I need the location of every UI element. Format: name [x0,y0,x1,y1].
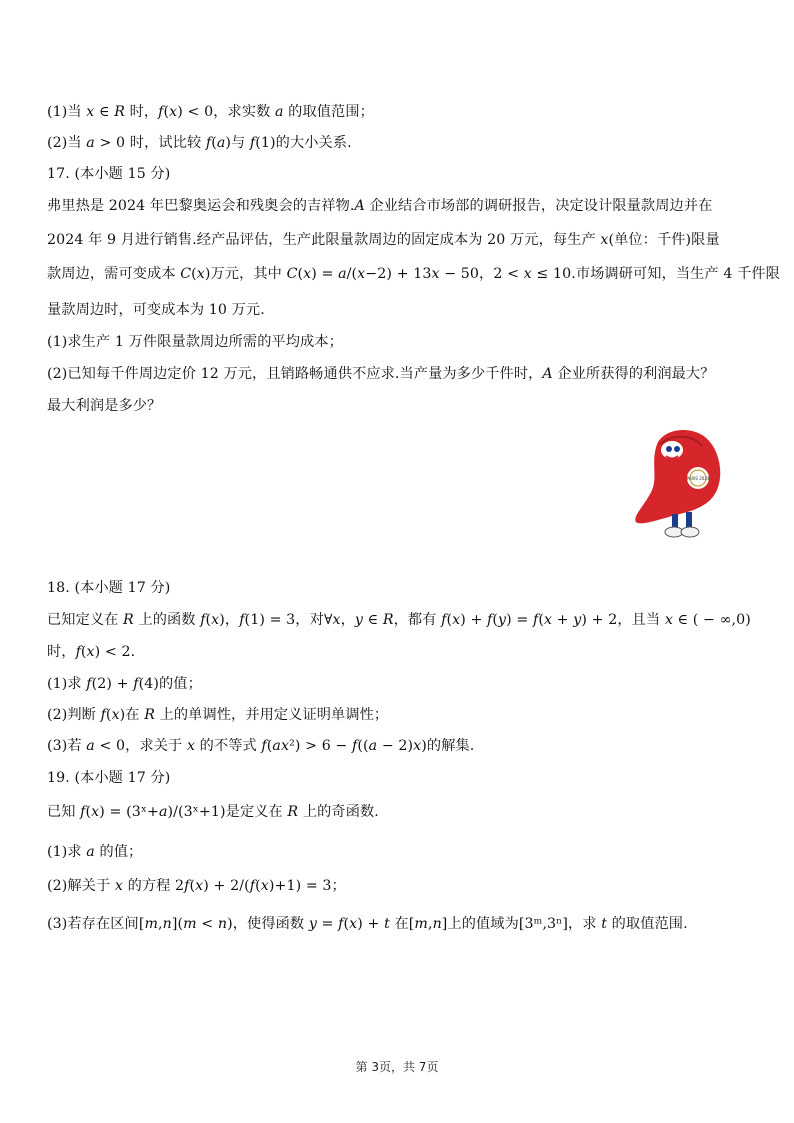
q18-text-line1: 已知定义在 𝑅 上的函数 𝑓(𝑥)，𝑓(1) = 3，对∀𝑥，𝑦 ∈ 𝑅，都有 𝑓(𝑥) + 𝑓(𝑦) = 𝑓(𝑥 + 𝑦) + 2，且当 𝑥 ∈ ( − ∞,0) [47,612,751,628]
q18-part2: (2)判断 𝑓(𝑥)在 𝑅 上的单调性，并用定义证明单调性； [47,707,389,723]
q19-part2: (2)解关于 𝑥 的方程 2𝑓(𝑥) + 2/(𝑓(𝑥)+1) = 3； [47,878,346,894]
q17-heading: 17. (本小题 15 分) [47,166,171,182]
q19-heading: 19. (本小题 17 分) [47,770,171,786]
q18-part1: (1)求 𝑓(2) + 𝑓(4)的值； [47,676,202,692]
q19-text: 已知 𝑓(𝑥) = (3ˣ+𝑎)/(3ˣ+1)是定义在 𝑅 上的奇函数. [47,804,379,820]
q18-part3: (3)若 𝑎 < 0，求关于 𝑥 的不等式 𝑓(𝑎𝑥²) > 6 − 𝑓((𝑎 − 2)𝑥)的解集. [47,738,475,754]
q19-part3: (3)若存在区间[𝑚,𝑛](𝑚 < 𝑛)，使得函数 𝑦 = 𝑓(𝑥) + 𝑡 在[𝑚,𝑛]上的值域为[3ᵐ,3ⁿ]，求 𝑡 的取值范围. [47,916,688,932]
q17-text-line1: 弗里热是 2024 年巴黎奥运会和残奥会的吉祥物.𝐴 企业结合市场部的调研报告，决定设计限量款周边并在 [47,198,713,214]
q17-text-line4: 量款周边时，可变成本为 10 万元. [47,302,265,318]
q19-part1: (1)求 𝑎 的值； [47,844,143,860]
q18-heading: 18. (本小题 17 分) [47,580,171,596]
q17-part2-cont: 最大利润是多少？ [47,398,162,414]
q16-part2: (2)当 𝑎 > 0 时，试比较 𝑓(𝑎)与 𝑓(1)的大小关系. [47,135,352,151]
q17-text-line3: 款周边，需可变成本 𝐶(𝑥)万元，其中 𝐶(𝑥) = 𝑎/(𝑥−2) + 13𝑥 − 50，2 < 𝑥 ≤ 10.市场调研可知，当生产 4 千件限 [47,266,780,282]
svg-text:PARIS 2024: PARIS 2024 [686,476,710,481]
q17-text-line2: 2024 年 9 月进行销售.经产品评估，生产此限量款周边的固定成本为 20 万元，每生产 𝑥(单位：千件)限量 [47,232,720,248]
phryge-mascot-icon [628,420,734,546]
q18-text-line2: 时，𝑓(𝑥) < 2. [47,644,136,660]
q16-part1: (1)当 𝑥 ∈ 𝑅 时，𝑓(𝑥) < 0，求实数 𝑎 的取值范围； [47,104,374,120]
q17-part1: (1)求生产 1 万件限量款周边所需的平均成本； [47,334,343,350]
q17-part2: (2)已知每千件周边定价 12 万元，且销路畅通供不应求.当产量为多少千件时，𝐴 企业所获得的利润最大？ [47,366,715,382]
page-footer: 第 3页，共 7页 [355,1060,439,1074]
